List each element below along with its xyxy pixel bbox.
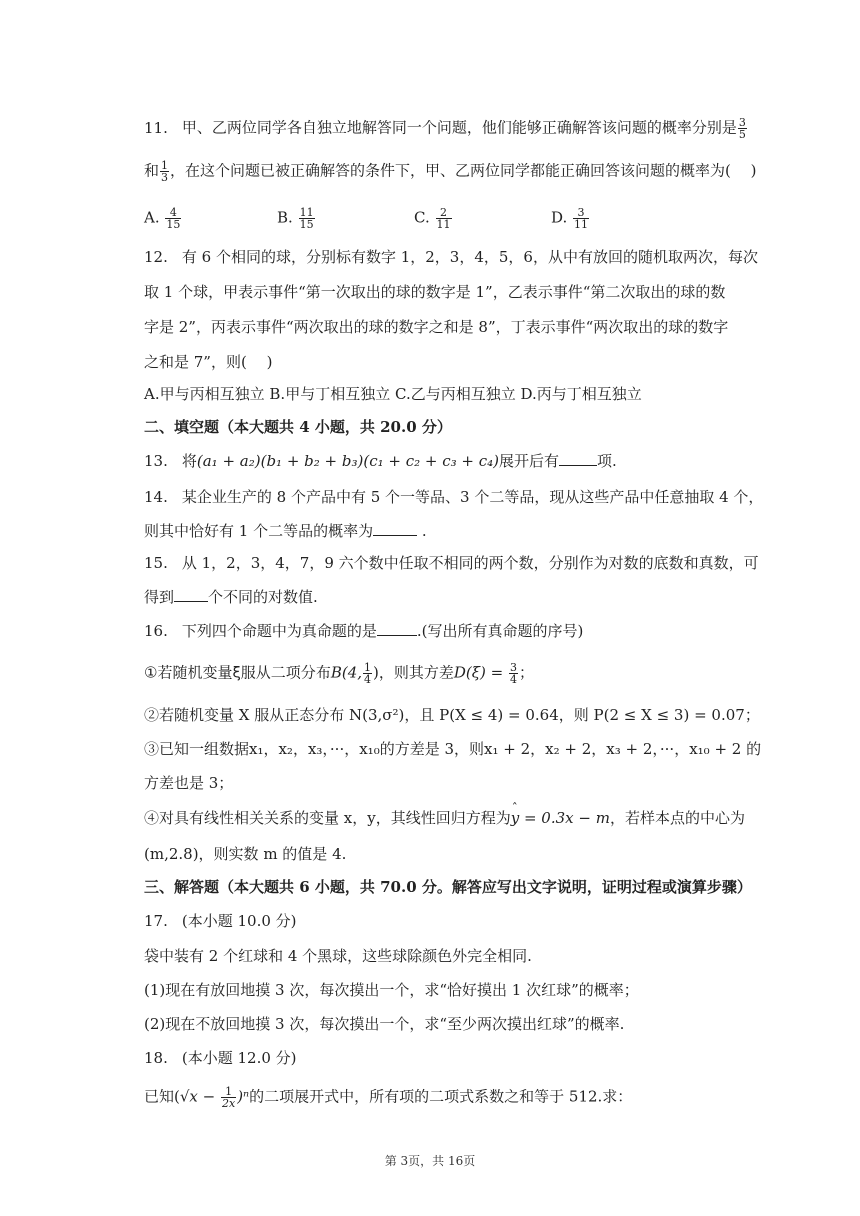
q11-option-c-label: C. [414,208,430,227]
q16-item3a: ③已知一组数据x₁，x₂，x₃，···，x₁₀的方差是 3，则x₁ + 2，x₂ + 2，x₃ + 2，···，x₁₀ + 2 的 [144,740,762,758]
page-footer: 第 3页，共 16页 [384,1154,476,1168]
q11-option-d-den: 11 [574,218,589,231]
q14-line1 [144,487,763,507]
q11-option-a-label: A. [144,208,160,227]
q12-option-c[interactable] [395,385,516,403]
q11-p2-numerator: 1 [161,159,169,172]
q14-end: . [421,522,427,540]
q11-text-b: 和 [144,161,160,180]
q12-option-a[interactable] [144,385,265,403]
q12-text-1: 有 6 个相同的球，分别标有数字 1，2，3，4，5，6，从中有放回的随机取两次，每次 [181,248,758,266]
q18-post: 的二项展开式中，所有项的二项式系数之和等于 512.求： [249,1087,633,1106]
q18-power: )ⁿ [237,1087,250,1106]
q12-option-d[interactable] [521,385,642,403]
q11-line1 [144,117,748,140]
q16-item1-pre: ①若随机变量ξ服从二项分布 [144,663,331,682]
q13-expression: (a₁ + a₂)(b₁ + b₂ + b₃)(c₁ + c₂ + c₃ + c₄) [196,452,500,470]
q18-text [144,1086,632,1109]
q12-line2: 取 1 个球，甲表示事件“第一次取出的球的数字是 1”，乙表示事件“第二次取出的球的数 [144,283,726,301]
q14-text-1: 某企业生产的 8 个产品中有 5 个一等品、3 个二等品，现从这些产品中任意抽取 4 个， [181,488,764,506]
q15-text-2-pre: 得到 [144,588,175,606]
q13-number: 13. [144,452,168,470]
q18-score: (本小题 12.0 分) [181,1049,297,1067]
q13-end: 项. [597,452,617,470]
q11-option-a[interactable] [144,207,182,230]
q11-text-c: ，在这个问题已被正确解答的条件下，甲、乙两位同学都能正确回答该问题的概率为( ) [170,161,757,180]
q13-pre: 将 [181,452,197,470]
q17-number: 17. [144,912,168,930]
q16-item4b: (m,2.8)，则实数 m 的值是 4. [144,845,347,863]
q16-item1-end: ； [519,663,535,682]
q16-pre: 下列四个命题中为真命题的是 [181,622,377,640]
q17-stem: 袋中装有 2 个红球和 4 个黑球，这些球除颜色外完全相同. [144,947,532,965]
q11-p1-denominator: 5 [738,128,746,141]
q11-option-d-label: D. [551,208,568,227]
q16-item4a [144,808,745,828]
q16-item2: ②若随机变量 X 服从正态分布 N(3,σ²)，且 P(X ≤ 4) = 0.64，则 P(2 ≤ X ≤ 3) = 0.07； [144,706,760,724]
q12-line4: 之和是 7”，则( ) [144,353,273,371]
q13-post: 展开后有 [499,452,560,470]
q15-answer-blank[interactable] [174,587,208,602]
q16-item4-post: ，若样本点的中心为 [609,809,745,827]
q16-item4-equation: = 0.3x − m [519,809,610,827]
section3-title: 三、解答题（本大题共 6 小题，共 70.0 分。解答应写出文字说明，证明过程或演算步骤） [144,878,752,896]
q12-option-a-text: 甲与丙相互独立 [159,385,265,403]
q15-text-2-post: 个不同的对数值. [208,588,318,606]
q11-p2-denominator: 3 [161,171,169,184]
q16-item1-variance: D(ξ) = [453,663,504,682]
q12-option-b[interactable] [269,385,390,403]
q11-option-b-label: B. [277,208,293,227]
q11-option-b[interactable] [277,207,316,230]
q12-option-d-text: 丙与丁相互独立 [536,385,642,403]
q12-option-a-label: A. [144,385,160,403]
q16-line1 [144,621,583,641]
q15-line1 [144,553,759,573]
q11-option-d[interactable] [551,207,590,230]
q16-item1-p-den: 4 [364,673,372,686]
q12-option-c-text: 乙与丙相互独立 [410,385,516,403]
q12-line1 [144,247,758,267]
section2-title: 二、填空题（本大题共 4 小题，共 20.0 分） [144,418,452,436]
q12-options [144,384,642,404]
q18-minus: − [197,1087,220,1106]
q11-option-a-den: 15 [166,218,181,231]
q16-answer-blank[interactable] [377,621,417,636]
q11-option-b-den: 15 [299,218,314,231]
q11-option-c-den: 11 [436,218,451,231]
q18-number: 18. [144,1049,168,1067]
q14-line2 [144,521,427,541]
q16-item1-v-den: 4 [510,673,517,686]
q16-number: 16. [144,622,168,640]
q16-item4-y-hat: ˆ y [511,808,519,828]
q14-text-2: 则其中恰好有 1 个二等品的概率为 [144,522,374,540]
q12-number: 12. [144,248,168,266]
q11-option-d-num: 3 [573,207,589,219]
q11-option-c-num: 2 [436,207,452,219]
q15-text-1: 从 1，2，3，4，7，9 六个数中任取不相同的两个数，分别作为对数的底数和真数，可 [181,554,759,572]
q12-option-c-label: C. [395,385,411,403]
q15-line2 [144,587,318,607]
q11-p1-numerator: 3 [738,116,746,129]
q16-item1-v-num: 3 [510,661,517,674]
q15-number: 15. [144,554,168,572]
q11-option-c[interactable] [414,207,453,230]
q18-sqrt: √x [179,1087,198,1106]
q18-frac-den: 2x [222,1097,236,1110]
q16-item4-pre: ④对具有线性相关关系的变量 x，y，其线性回归方程为 [144,809,511,827]
q18-header [144,1048,297,1068]
q16-item1-mid: )，则其方差 [373,663,454,682]
q13-line [144,451,617,471]
q11-fraction-p2 [160,160,169,183]
q11-option-b-num: 11 [299,206,314,219]
q16-item1-p-num: 1 [364,661,372,674]
q16-item3b: 方差也是 3； [144,774,234,792]
q12-option-d-label: D. [520,385,537,403]
q17-part1: (1)现在有放回地摸 3 次，每次摸出一个，求“恰好摸出 1 次红球”的概率； [144,981,639,999]
q18-frac-num: 1 [221,1086,236,1098]
q11-option-a-num: 4 [165,207,181,219]
q11-text-a: 甲、乙两位同学各自独立地解答同一个问题，他们能够正确解答该问题的概率分别是 [181,118,737,137]
q11-fraction-p1 [738,117,747,140]
q11-number: 11. [144,118,168,137]
q12-option-b-label: B. [269,385,286,403]
q17-score: (本小题 10.0 分) [181,912,297,930]
q17-header [144,911,297,931]
q14-answer-blank[interactable] [373,521,417,536]
q14-number: 14. [144,488,168,506]
q11-line2 [144,160,757,183]
q17-part2: (2)现在不放回地摸 3 次，每次摸出一个，求“至少两次摸出红球”的概率. [144,1015,625,1033]
q12-option-b-text: 甲与丁相互独立 [285,385,391,403]
q13-answer-blank[interactable] [559,451,597,466]
q16-item1 [144,662,534,685]
q18-pre: 已知( [144,1087,180,1106]
q16-item1-binomial: B(4, [330,663,363,682]
q12-line3: 字是 2”，丙表示事件“两次取出的球的数字之和是 8”，丁表示事件“两次取出的球的数字 [144,318,729,336]
q16-post: .(写出所有真命题的序号) [416,622,584,640]
